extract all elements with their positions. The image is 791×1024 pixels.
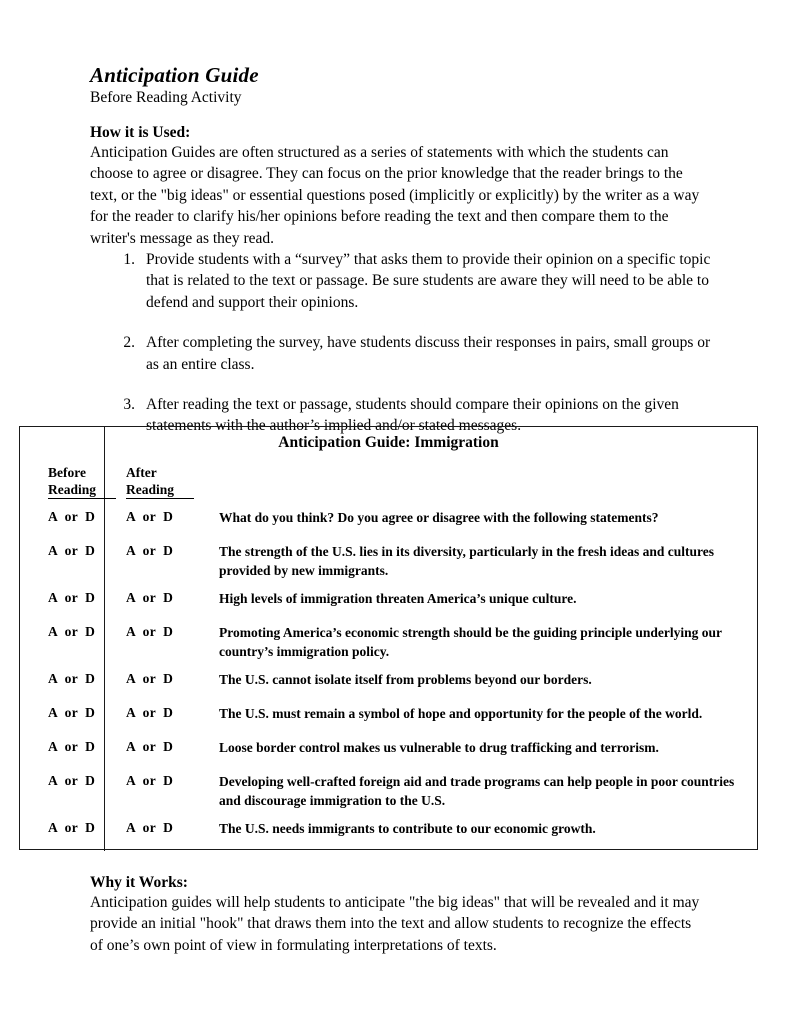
table-row [20, 820, 757, 844]
list-item-number: 3. [123, 396, 135, 414]
why-it-works-section [90, 874, 704, 956]
column-header-before-reading [48, 465, 116, 499]
statement-text: The U.S. needs immigrants to contribute to our economic growth. [219, 821, 596, 836]
before-reading-response[interactable]: A or D [48, 705, 96, 720]
steps-list [113, 249, 713, 456]
list-item-text: After reading the text or passage, students should compare their opinions on the given statements with the author’s implied and/or stated messages. [146, 396, 679, 435]
how-it-is-used-heading: How it is Used: [90, 124, 191, 141]
page-title: Anticipation Guide [90, 63, 259, 87]
list-item [113, 249, 713, 313]
list-item-text: Provide students with a “survey” that asks them to provide their opinion on a specific topic that is related to the text or passage. Be sure students are aware they will need to be able to defend and support their opinions. [146, 251, 711, 311]
guide-table-title: Anticipation Guide: Immigration [278, 434, 499, 451]
statement-text: Developing well-crafted foreign aid and trade programs can help people in poor countries and discourage immigration to the U.S. [219, 774, 735, 808]
list-item [113, 332, 713, 375]
after-reading-response[interactable]: A or D [126, 773, 174, 788]
before-reading-response[interactable]: A or D [48, 624, 96, 639]
table-row [20, 590, 757, 614]
anticipation-guide-table [19, 426, 758, 850]
why-it-works-paragraph: Anticipation guides will help students to anticipate "the big ideas" that will be revealed and it may provide an initial "hook" that draws them into the text and allow students to recognize the effects of one’s own point of view in formulating interpretations of texts. [90, 894, 700, 954]
after-reading-response[interactable]: A or D [126, 509, 174, 524]
after-reading-response[interactable]: A or D [126, 624, 174, 639]
statement-text: The U.S. cannot isolate itself from problems beyond our borders. [219, 672, 592, 687]
before-reading-response[interactable]: A or D [48, 739, 96, 754]
before-reading-response[interactable]: A or D [48, 543, 96, 558]
table-row [20, 671, 757, 695]
statement-text: High levels of immigration threaten America’s unique culture. [219, 591, 577, 606]
after-reading-response[interactable]: A or D [126, 590, 174, 605]
how-it-is-used-section [90, 124, 704, 249]
statement-text: The U.S. must remain a symbol of hope and opportunity for the people of the world. [219, 706, 703, 721]
list-item-number: 1. [123, 251, 135, 268]
list-item-text: After completing the survey, have students discuss their responses in pairs, small groups or as an entire class. [146, 334, 711, 373]
table-row [20, 705, 757, 729]
after-reading-response[interactable]: A or D [126, 820, 174, 835]
before-reading-response[interactable]: A or D [48, 773, 96, 788]
statement-text: The strength of the U.S. lies in its diversity, particularly in the fresh ideas and cultures provided by new immigrants. [219, 544, 715, 578]
after-reading-response[interactable]: A or D [126, 705, 174, 720]
statement-text: Loose border control makes us vulnerable to drug trafficking and terrorism. [219, 740, 659, 755]
before-reading-response[interactable]: A or D [48, 590, 96, 605]
after-reading-response[interactable]: A or D [126, 739, 174, 754]
statement-text: What do you think? Do you agree or disagree with the following statements? [219, 510, 659, 525]
why-it-works-heading: Why it Works: [90, 874, 188, 891]
before-reading-response[interactable]: A or D [48, 509, 96, 524]
before-reading-response[interactable]: A or D [48, 671, 96, 686]
column-header-after-line1: After [126, 465, 157, 480]
table-row [20, 624, 757, 661]
column-header-after-reading [126, 465, 194, 499]
table-row [20, 773, 757, 810]
table-row [20, 543, 757, 580]
after-reading-response[interactable]: A or D [126, 671, 174, 686]
column-header-before-line2: Reading [48, 482, 116, 500]
column-header-before-line1: Before [48, 465, 86, 480]
list-item-number: 2. [123, 334, 135, 352]
how-it-is-used-paragraph: Anticipation Guides are often structured as a series of statements with which the students can choose to agree or disagree. They can focus on the prior knowledge that the reader brings to the text, or the "big ideas" or essential questions posed (implicitly or explicitly) by the writer as a way for the reader to clarify his/her opinions before reading the text and then compare them to the writer's message as they read. [90, 144, 700, 247]
after-reading-response[interactable]: A or D [126, 543, 174, 558]
column-header-after-line2: Reading [126, 482, 194, 500]
guide-column-headers [20, 465, 757, 509]
table-row [20, 509, 757, 533]
table-row [20, 739, 757, 763]
guide-rows [20, 509, 757, 854]
statement-text: Promoting America’s economic strength should be the guiding principle underlying our country’s immigration policy. [219, 625, 722, 659]
page-subtitle: Before Reading Activity [90, 89, 242, 106]
before-reading-response[interactable]: A or D [48, 820, 96, 835]
